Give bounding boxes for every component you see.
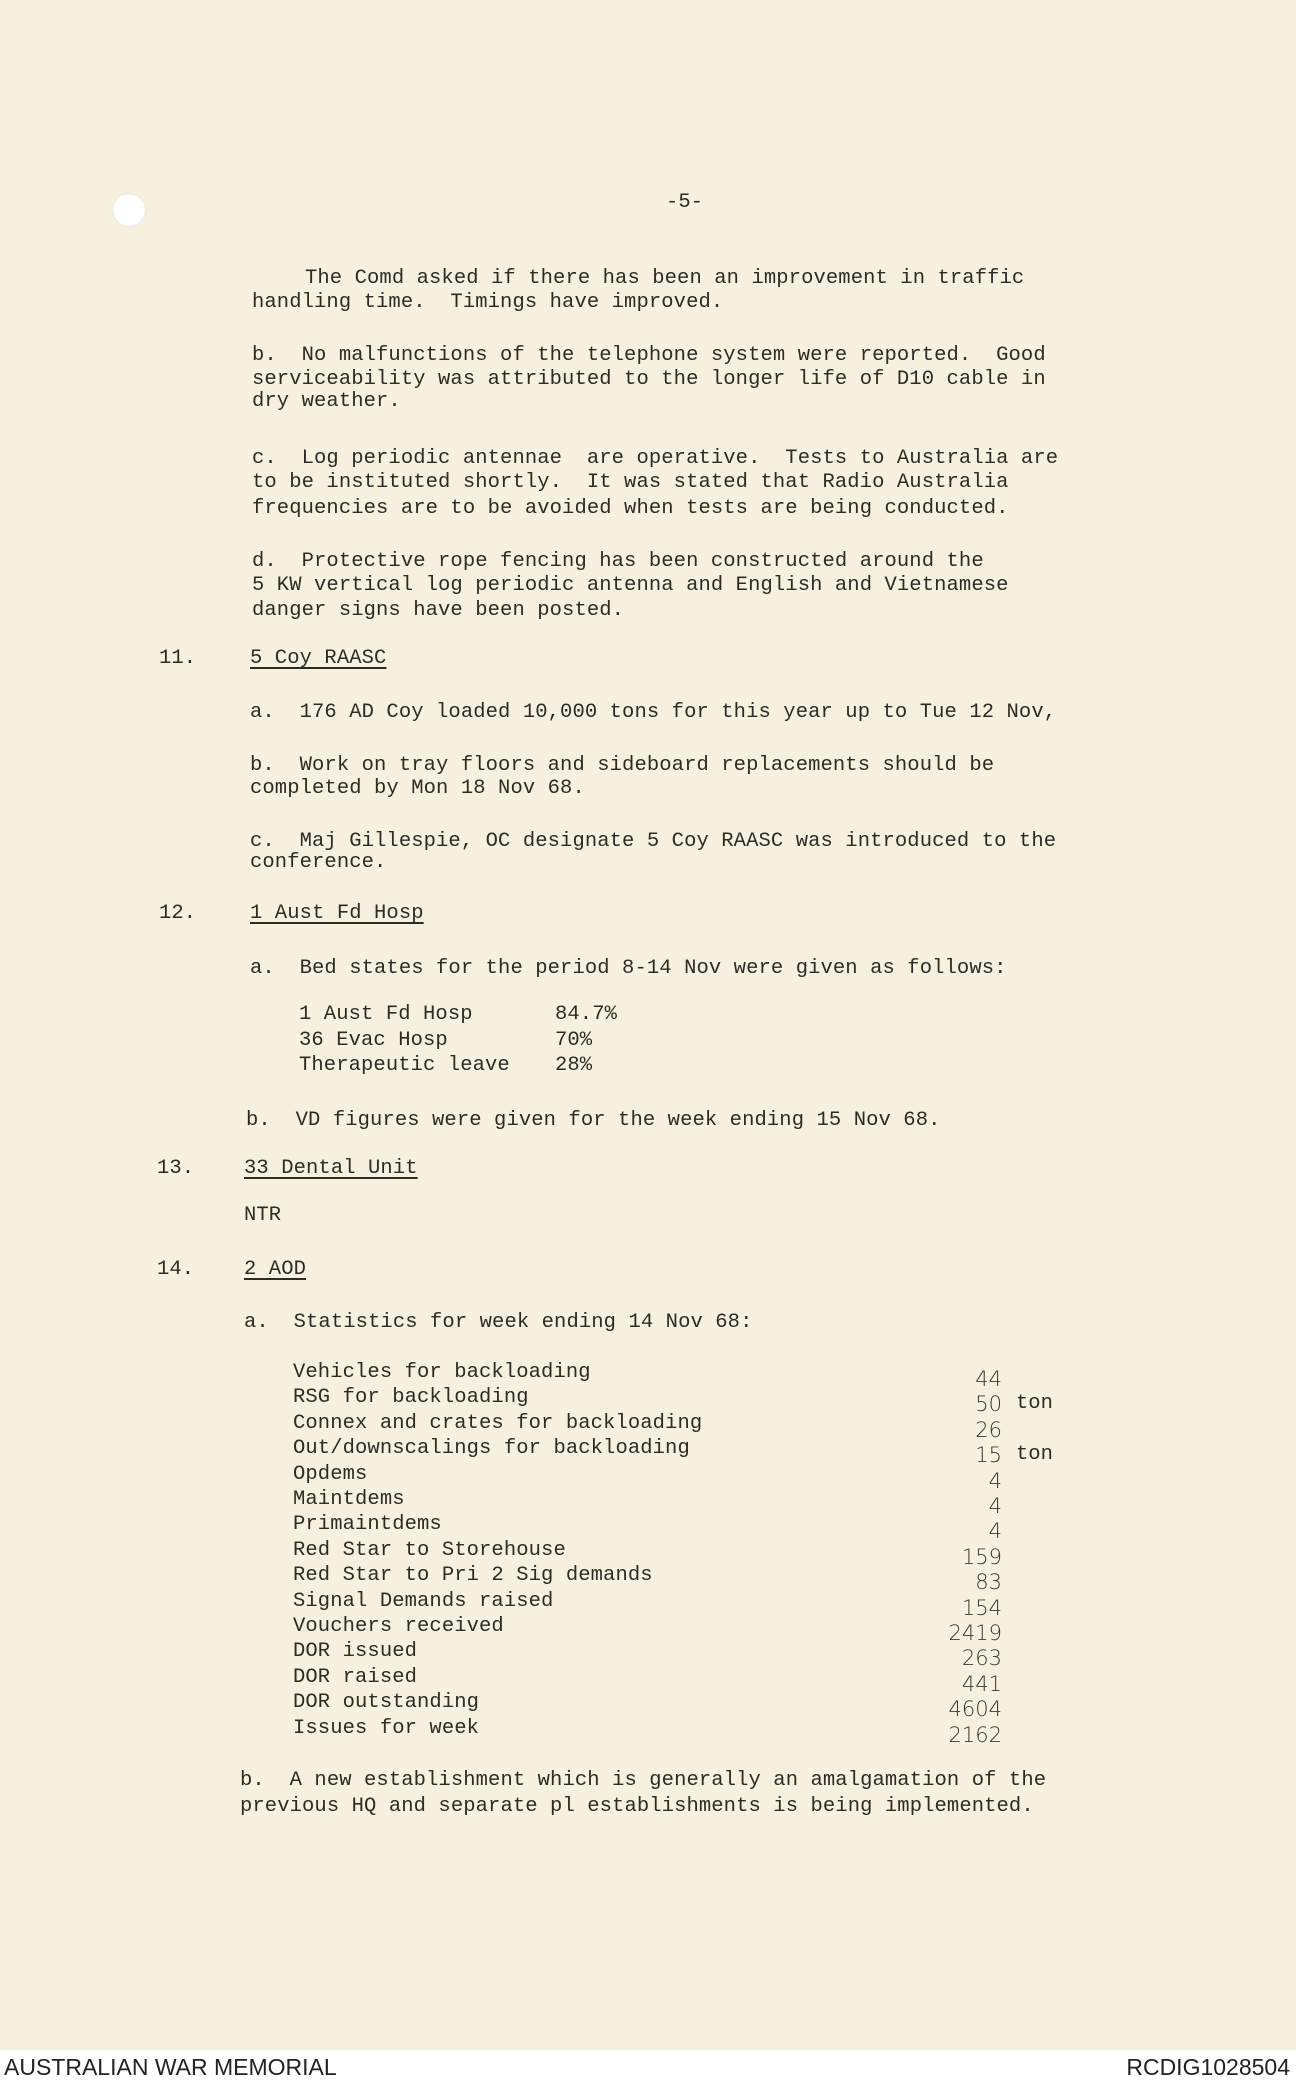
s11-b-line: b. Work on tray floors and sideboard replacements should be (250, 754, 995, 777)
stat-value: 2162 (948, 1722, 1002, 1747)
stat-label: Signal Demands raised (293, 1589, 554, 1613)
s11-c-line: conference. (250, 851, 387, 874)
s12-b-line: b. VD figures were given for the week ending 15 Nov 68. (246, 1109, 941, 1132)
bed-value: 70% (555, 1029, 593, 1052)
item-d-line: danger signs have been posted. (252, 599, 625, 622)
s11-b-line: completed by Mon 18 Nov 68. (250, 777, 585, 800)
stat-value: 4 (988, 1468, 1002, 1493)
stat-label: DOR outstanding (293, 1691, 480, 1715)
stat-label: Red Star to Pri 2 Sig demands (293, 1564, 653, 1588)
stat-value: 4 (988, 1494, 1002, 1518)
stat-value: 2419 (948, 1621, 1002, 1645)
s11-a-line: a. 176 AD Coy loaded 10,000 tons for this year up to Tue 12 Nov, (250, 701, 1057, 724)
footer-record-id: RCDIG1028504 (1126, 2054, 1290, 2080)
bed-label: Therapeutic leave (299, 1054, 510, 1077)
stat-label: Issues for week (293, 1716, 480, 1740)
intro-line: The Comd asked if there has been an improvement in traffic (305, 267, 1025, 290)
section-heading: 2 AOD (244, 1258, 307, 1281)
stat-label: DOR issued (293, 1640, 418, 1664)
stat-unit: ton (1016, 1443, 1053, 1467)
item-c-line: frequencies are to be avoided when tests are being conducted. (252, 497, 1009, 520)
stat-label: Red Star to Storehouse (293, 1538, 566, 1562)
stat-value: 26 (975, 1417, 1002, 1442)
section-heading: 33 Dental Unit (244, 1157, 418, 1180)
item-d-line: d. Protective rope fencing has been constructed around the (252, 550, 984, 573)
section-number: 11. (159, 647, 197, 670)
stat-label: Maintdems (293, 1488, 405, 1511)
s11-c-line: c. Maj Gillespie, OC designate 5 Coy RAASC was introduced to the (250, 830, 1057, 853)
bed-value: 84.7% (555, 1003, 618, 1026)
page-number: -5- (666, 191, 704, 214)
s12-a-line: a. Bed states for the period 8-14 Nov were given as follows: (250, 957, 1007, 980)
stat-value: 15 (975, 1443, 1002, 1468)
section-number: 14. (157, 1258, 195, 1281)
stat-label: DOR raised (293, 1665, 418, 1689)
intro-line: handling time. Timings have improved. (252, 291, 724, 314)
stat-value: 83 (975, 1570, 1002, 1595)
s14-b-line: b. A new establishment which is generally an amalgamation of the (240, 1769, 1047, 1792)
stat-label: Opdems (293, 1462, 368, 1486)
punch-hole (112, 193, 146, 227)
item-c-line: to be instituted shortly. It was stated that Radio Australia (252, 471, 1009, 494)
item-d-line: 5 KW vertical log periodic antenna and English and Vietnamese (252, 574, 1009, 597)
section-number: 13. (157, 1157, 195, 1180)
stat-label: Vehicles for backloading (293, 1361, 591, 1384)
stat-value: 159 (961, 1544, 1002, 1569)
stat-value: 441 (961, 1671, 1002, 1696)
stat-value: 44 (975, 1367, 1002, 1391)
stat-label: Out/downscalings for backloading (293, 1437, 690, 1461)
stat-value: 50 (975, 1392, 1002, 1417)
footer-institution: AUSTRALIAN WAR MEMORIAL (4, 2054, 337, 2080)
stat-value: 263 (961, 1646, 1002, 1671)
item-b-line: dry weather. (252, 390, 401, 413)
item-c-line: c. Log periodic antennae are operative. Tests to Australia are (252, 447, 1059, 470)
stat-label: Connex and crates for backloading (293, 1411, 703, 1435)
item-b-line: serviceability was attributed to the longer life of D10 cable in (252, 368, 1046, 391)
s14-b-line: previous HQ and separate pl establishments is being implemented. (240, 1795, 1034, 1818)
bed-label: 36 Evac Hosp (299, 1029, 448, 1052)
bed-value: 28% (555, 1054, 593, 1077)
s14-a-line: a. Statistics for week ending 14 Nov 68: (244, 1311, 753, 1334)
section-heading: 1 Aust Fd Hosp (250, 902, 424, 925)
stat-value: 154 (961, 1595, 1002, 1620)
bed-label: 1 Aust Fd Hosp (299, 1003, 473, 1026)
section-number: 12. (159, 902, 197, 925)
stat-value: 4604 (948, 1697, 1002, 1722)
stat-unit: ton (1016, 1392, 1053, 1416)
stat-label: Vouchers received (293, 1615, 504, 1638)
stat-value: 4 (988, 1519, 1002, 1544)
item-b-line: b. No malfunctions of the telephone system were reported. Good (252, 344, 1046, 367)
s13-body: NTR (244, 1204, 282, 1227)
stat-label: RSG for backloading (293, 1386, 529, 1410)
stat-label: Primaintdems (293, 1513, 442, 1537)
section-heading: 5 Coy RAASC (250, 647, 387, 670)
